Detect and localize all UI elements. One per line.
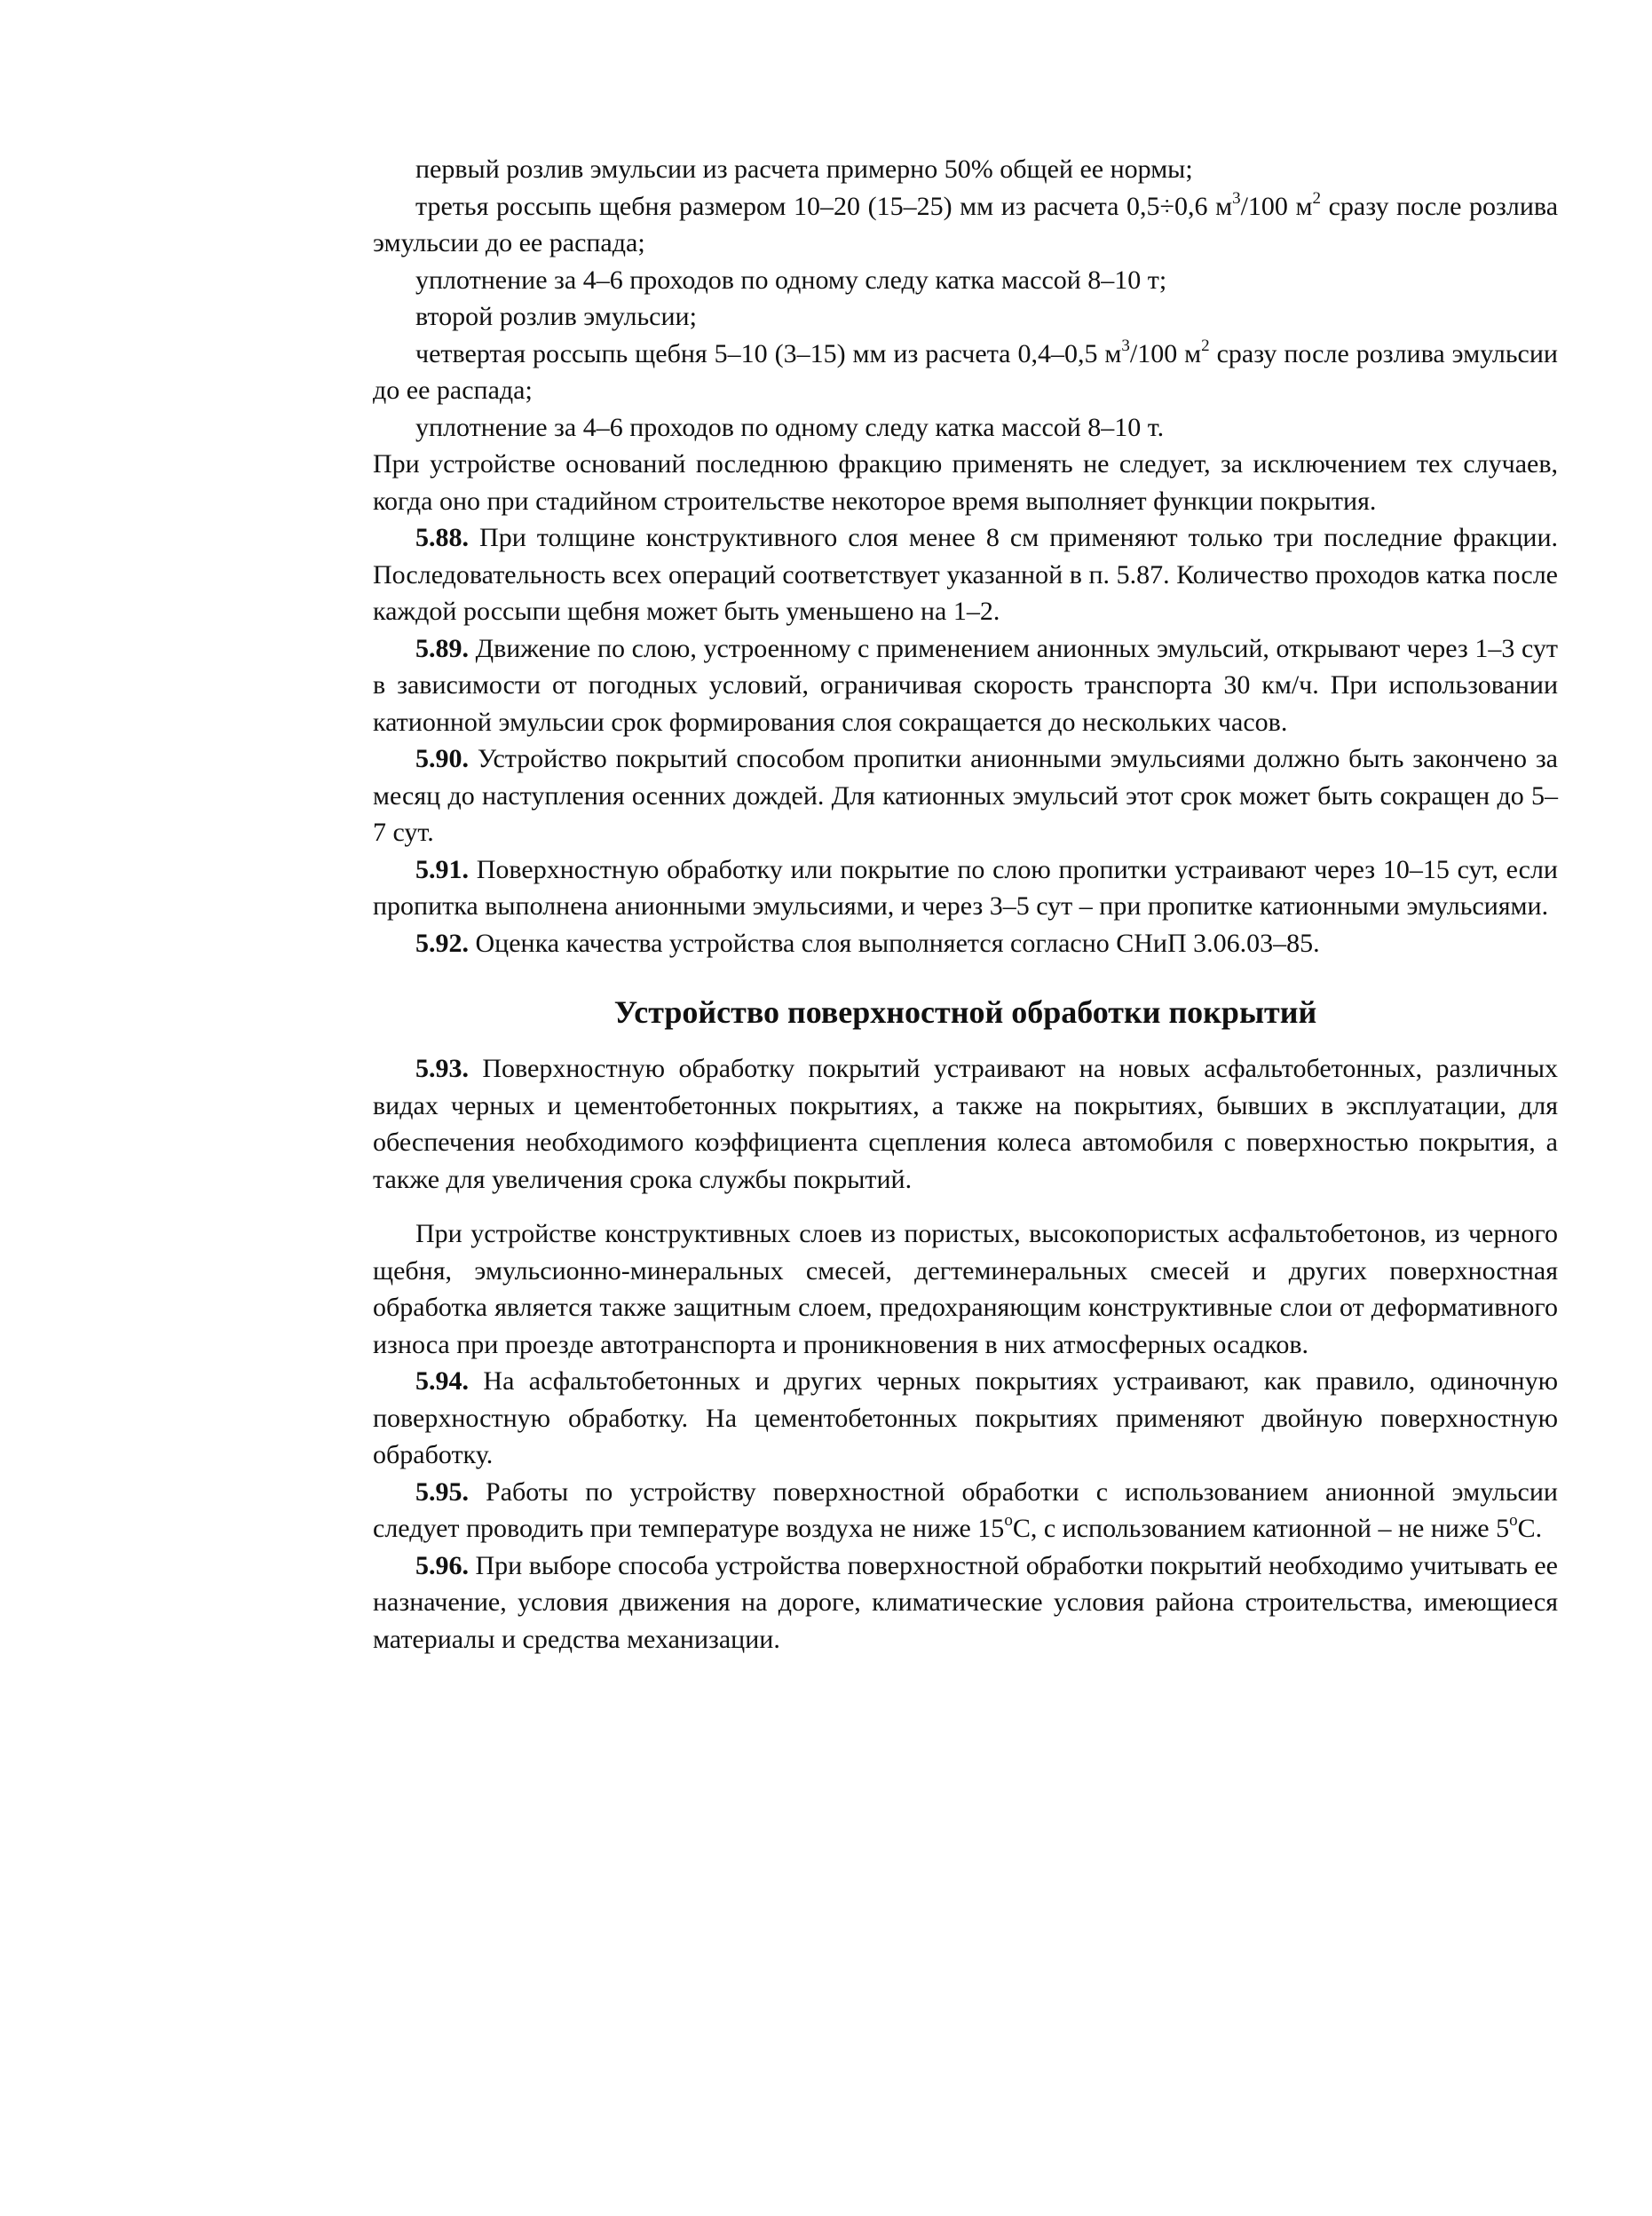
list-step-compaction-2: уплотнение за 4–6 проходов по одному следу катка массой 8–10 т. bbox=[415, 412, 1165, 442]
paragraph-5-92: 5.92. Оценка качества устройства слоя выполняется согласно СНиП 3.06.03–85. bbox=[415, 928, 1320, 958]
clause-number: 5.89. bbox=[415, 633, 469, 663]
paragraph-5-90: 5.90. Устройство покрытий способом пропитки анионными эмульсиями должно быть закончено за месяц до наступления осенних дождей. Для катионных эмульсий этот срок может быть сокращен до 5–7 сут. bbox=[373, 744, 1558, 847]
degree-sign: о bbox=[1004, 1511, 1013, 1530]
page-body bbox=[373, 151, 1558, 1658]
paragraph-5-95: 5.95. Работы по устройству поверхностной обработки с использованием анионной эмульсии следует проводить при температуре воздуха не ниже $15^оС$, с использованием катионной – не ниже $5^оС$. bbox=[373, 1476, 1558, 1543]
list-step-compaction-1: уплотнение за 4–6 проходов по одному следу катка массой 8–10 т; bbox=[415, 265, 1167, 295]
list-step-second-emulsion-spray: второй розлив эмульсии; bbox=[415, 302, 697, 331]
paragraph-5-93: 5.93. Поверхностную обработку покрытий устраивают на новых асфальтобетонных, различных видах черных и цементобетонных покрытиях, а также на покрытиях, бывших в эксплуатации, для обеспечения необходимого коэффициента сцепления колеса автомобиля с поверхностью покрытия, а также для увеличения срока службы покрытий. bbox=[373, 1054, 1558, 1194]
clause-number: 5.96. bbox=[415, 1550, 469, 1580]
clause-number: 5.88. bbox=[415, 523, 469, 552]
paragraph-5-91: 5.91. Поверхностную обработку или покрытие по слою пропитки устраивают через 10–15 сут, если пропитка выполнена анионными эмульсиями, и через 3–5 сут – при пропитке катионными эмульсиями. bbox=[373, 854, 1558, 921]
paragraph-base-note: При устройстве оснований последнюю фракцию применять не следует, за исключением тех случаев, когда оно при стадийном строительстве некоторое время выполняет функции покрытия. bbox=[373, 449, 1558, 516]
clause-number: 5.94. bbox=[415, 1366, 469, 1396]
list-step-third-gravel-spread: третья россыпь щебня размером 10–20 (15–25) мм из расчета 0,5÷0,6 $м^3/100$ $м^2$ сразу после розлива эмульсии до ее распада; bbox=[373, 188, 1559, 257]
section-heading: Устройство поверхностной обработки покрытий bbox=[613, 994, 1317, 1030]
clause-number: 5.90. bbox=[415, 744, 469, 773]
clause-number: 5.91. bbox=[415, 854, 469, 884]
degree-sign: о bbox=[1509, 1511, 1518, 1530]
paragraph-5-94: 5.94. На асфальтобетонных и других черных покрытиях устраивают, как правило, одиночную поверхностную обработку. На цементобетонных покрытиях применяют двойную поверхностную обработку. bbox=[373, 1366, 1558, 1469]
paragraph-5-88: 5.88. При толщине конструктивного слоя менее 8 см применяют только три последние фракции. Последовательность всех операций соответствует указанной в п. 5.87. Количество проходов катка после каждой россыпи щебня может быть уменьшено на 1–2. bbox=[373, 523, 1558, 626]
paragraph-5-89: 5.89. Движение по слою, устроенному с применением анионных эмульсий, открывают через 1–3 сут в зависимости от погодных условий, ограничивая скорость транспорта 30 км/ч. При использовании катионной эмульсии срок формирования слоя сокращается до нескольких часов. bbox=[373, 633, 1558, 737]
clause-number: 5.95. bbox=[415, 1476, 469, 1507]
clause-number: 5.93. bbox=[415, 1054, 469, 1083]
list-step-fourth-gravel-spread: четвертая россыпь щебня 5–10 (3–15) мм из расчета 0,4–0,5 $м^3/100$ $м^2$ сразу после розлива эмульсии до ее распада; bbox=[373, 336, 1558, 405]
paragraph-5-93-continued: При устройстве конструктивных слоев из пористых, высокопористых асфальтобетонов, из черного щебня, эмульсионно-минеральных смесей, дегтеминеральных смесей и других поверхностная обработка является также защитным слоем, предохраняющим конструктивные слои от деформативного износа при проезде автотранспорта и проникновения в них атмосферных осадков. bbox=[373, 1219, 1558, 1359]
clause-number: 5.92. bbox=[415, 928, 469, 958]
list-step-first-emulsion-spray: первый розлив эмульсии из расчета примерно 50% общей ее нормы; bbox=[415, 154, 1193, 184]
paragraph-5-96: 5.96. При выборе способа устройства поверхностной обработки покрытий необходимо учитывать ее назначение, условия движения на дороге, климатические условия района строительства, имеющиеся материалы и средства механизации. bbox=[373, 1550, 1558, 1654]
